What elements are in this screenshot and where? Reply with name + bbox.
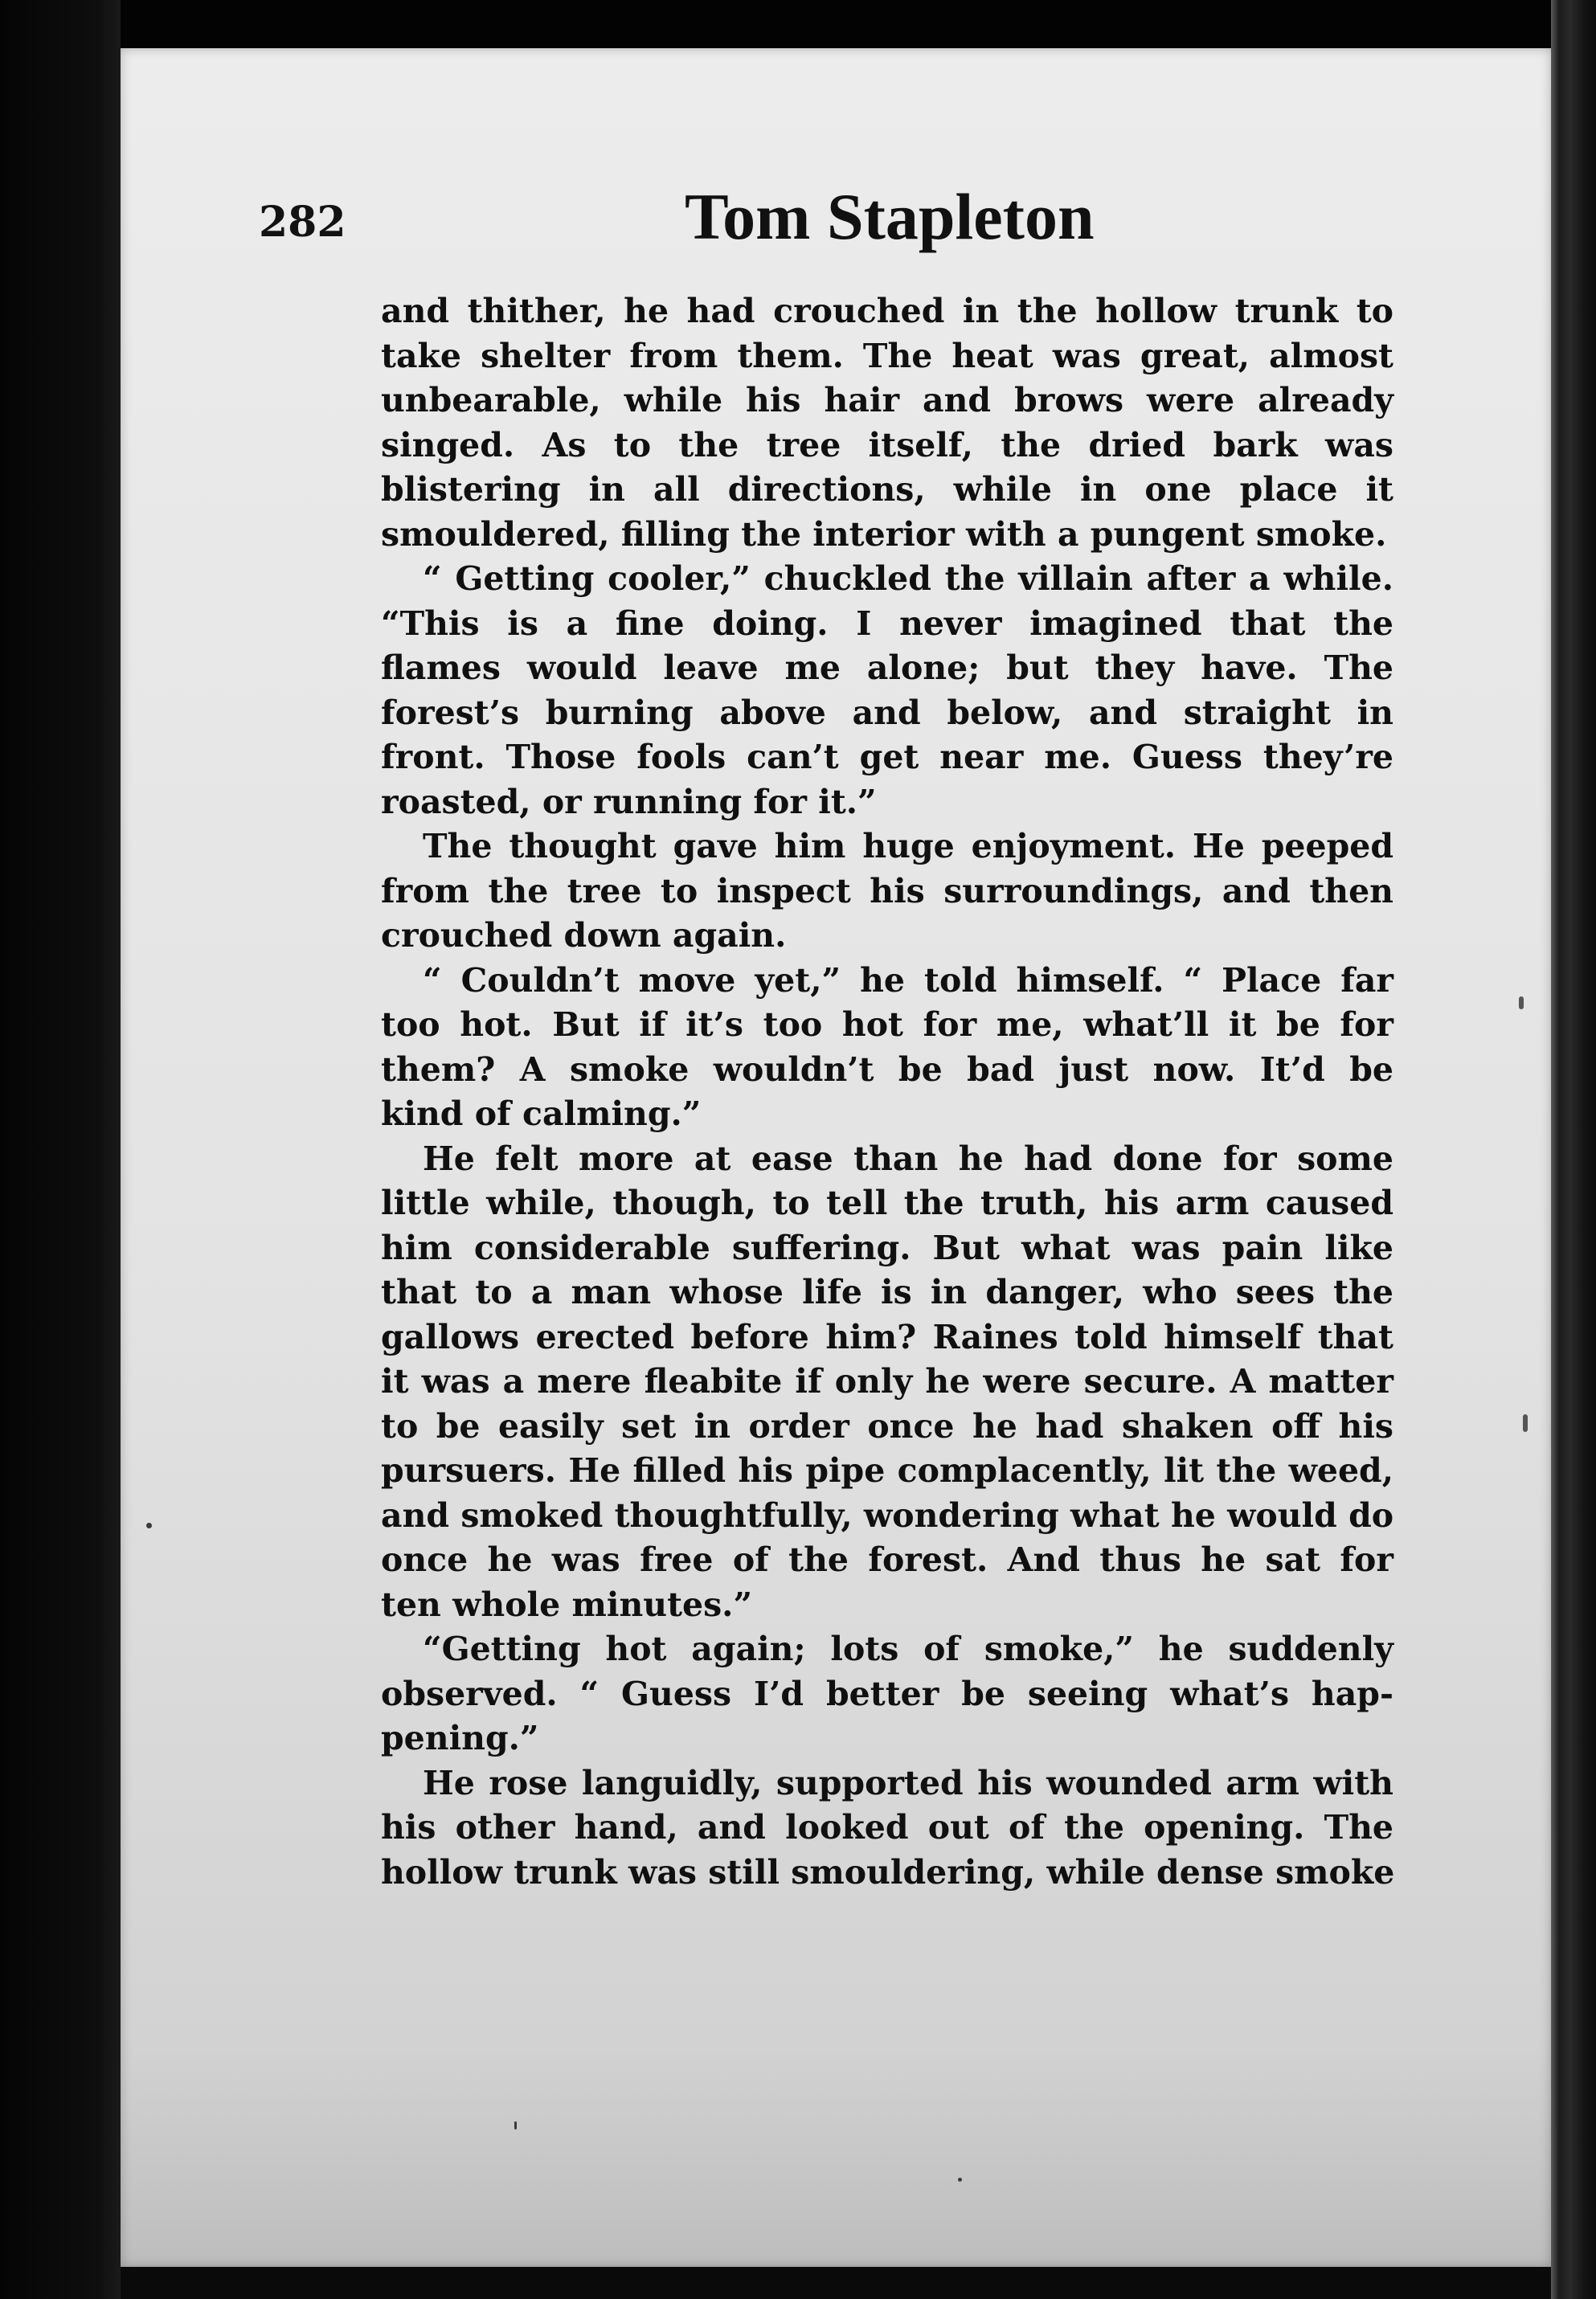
text-line: his other hand, and looked out of the opening. The bbox=[381, 1808, 1393, 1847]
text-line: that to a man whose life is in danger, who sees the bbox=[381, 1273, 1393, 1311]
text-line: from the tree to inspect his surroundings, and then bbox=[381, 871, 1393, 910]
text-line: He felt more at ease than he had done for some bbox=[423, 1139, 1393, 1178]
text-line: roasted, or running for it.” bbox=[381, 782, 877, 821]
book-binding-edge bbox=[1551, 0, 1596, 2299]
page-number: 282 bbox=[259, 198, 346, 247]
text-line: singed. As to the tree itself, the dried bark was bbox=[381, 425, 1393, 464]
text-line: blistering in all directions, while in one place it bbox=[381, 470, 1393, 509]
scan-left-border bbox=[0, 0, 121, 2299]
text-line: it was a mere fleabite if only he were secure. A matter bbox=[381, 1362, 1393, 1401]
text-line: flames would leave me alone; but they have. The bbox=[381, 648, 1393, 687]
text-line: “Getting hot again; lots of smoke,” he suddenly bbox=[423, 1630, 1393, 1668]
text-line: them? A smoke wouldn’t be bad just now. It’d be bbox=[381, 1049, 1393, 1089]
text-line: “ Getting cooler,” chuckled the villain after a while. bbox=[423, 559, 1393, 598]
text-line: hollow trunk was still smouldering, while dense smoke bbox=[381, 1852, 1395, 1892]
text-line: kind of calming.” bbox=[381, 1094, 702, 1133]
text-line: observed. “ Guess I’d better be seeing what’s hap- bbox=[381, 1674, 1393, 1713]
text-line: pursuers. He filled his pipe complacently, lit the weed, bbox=[381, 1451, 1393, 1490]
paper-speck bbox=[146, 1523, 152, 1528]
text-line: crouched down again. bbox=[381, 916, 787, 955]
text-line: little while, though, to tell the truth, his arm caused bbox=[381, 1184, 1393, 1222]
paper-speck bbox=[1523, 1414, 1528, 1432]
text-line: and thither, he had crouched in the hollow trunk to bbox=[381, 292, 1393, 330]
text-line: forest’s burning above and below, and straight in bbox=[381, 693, 1393, 732]
text-line: He rose languidly, supported his wounded arm with bbox=[423, 1763, 1393, 1802]
text-line: him considerable suffering. But what was pain like bbox=[381, 1228, 1393, 1267]
text-line: ten whole minutes.” bbox=[381, 1585, 753, 1624]
paper-speck bbox=[1519, 996, 1524, 1009]
text-line: The thought gave him huge enjoyment. He peeped bbox=[423, 827, 1393, 865]
paper-speck bbox=[958, 2178, 962, 2182]
text-line: gallows erected before him? Raines told himself that bbox=[381, 1317, 1393, 1356]
text-line: unbearable, while his hair and brows were already bbox=[381, 381, 1393, 419]
running-head-title: Tom Stapleton bbox=[685, 180, 1095, 253]
text-line: to be easily set in order once he had shaken off his bbox=[381, 1406, 1393, 1446]
text-line: “This is a fine doing. I never imagined that the bbox=[381, 603, 1393, 643]
body-text bbox=[381, 289, 1393, 1895]
text-line: front. Those fools can’t get near me. Guess they’re bbox=[381, 738, 1393, 776]
text-line: once he was free of the forest. And thus he sat for bbox=[381, 1540, 1393, 1579]
text-line: pening.” bbox=[381, 1719, 539, 1757]
text-line: too hot. But if it’s too hot for me, what’ll it be for bbox=[381, 1005, 1393, 1044]
scan-top-border bbox=[0, 0, 1596, 50]
text-line: “ Couldn’t move yet,” he told himself. “ Place far bbox=[423, 960, 1393, 1000]
text-line: and smoked thoughtfully, wondering what he would do bbox=[381, 1495, 1394, 1535]
text-line: smouldered, filling the interior with a pungent smoke. bbox=[381, 514, 1387, 554]
text-line: take shelter from them. The heat was great, almost bbox=[381, 336, 1393, 375]
paper-speck bbox=[514, 2121, 517, 2129]
